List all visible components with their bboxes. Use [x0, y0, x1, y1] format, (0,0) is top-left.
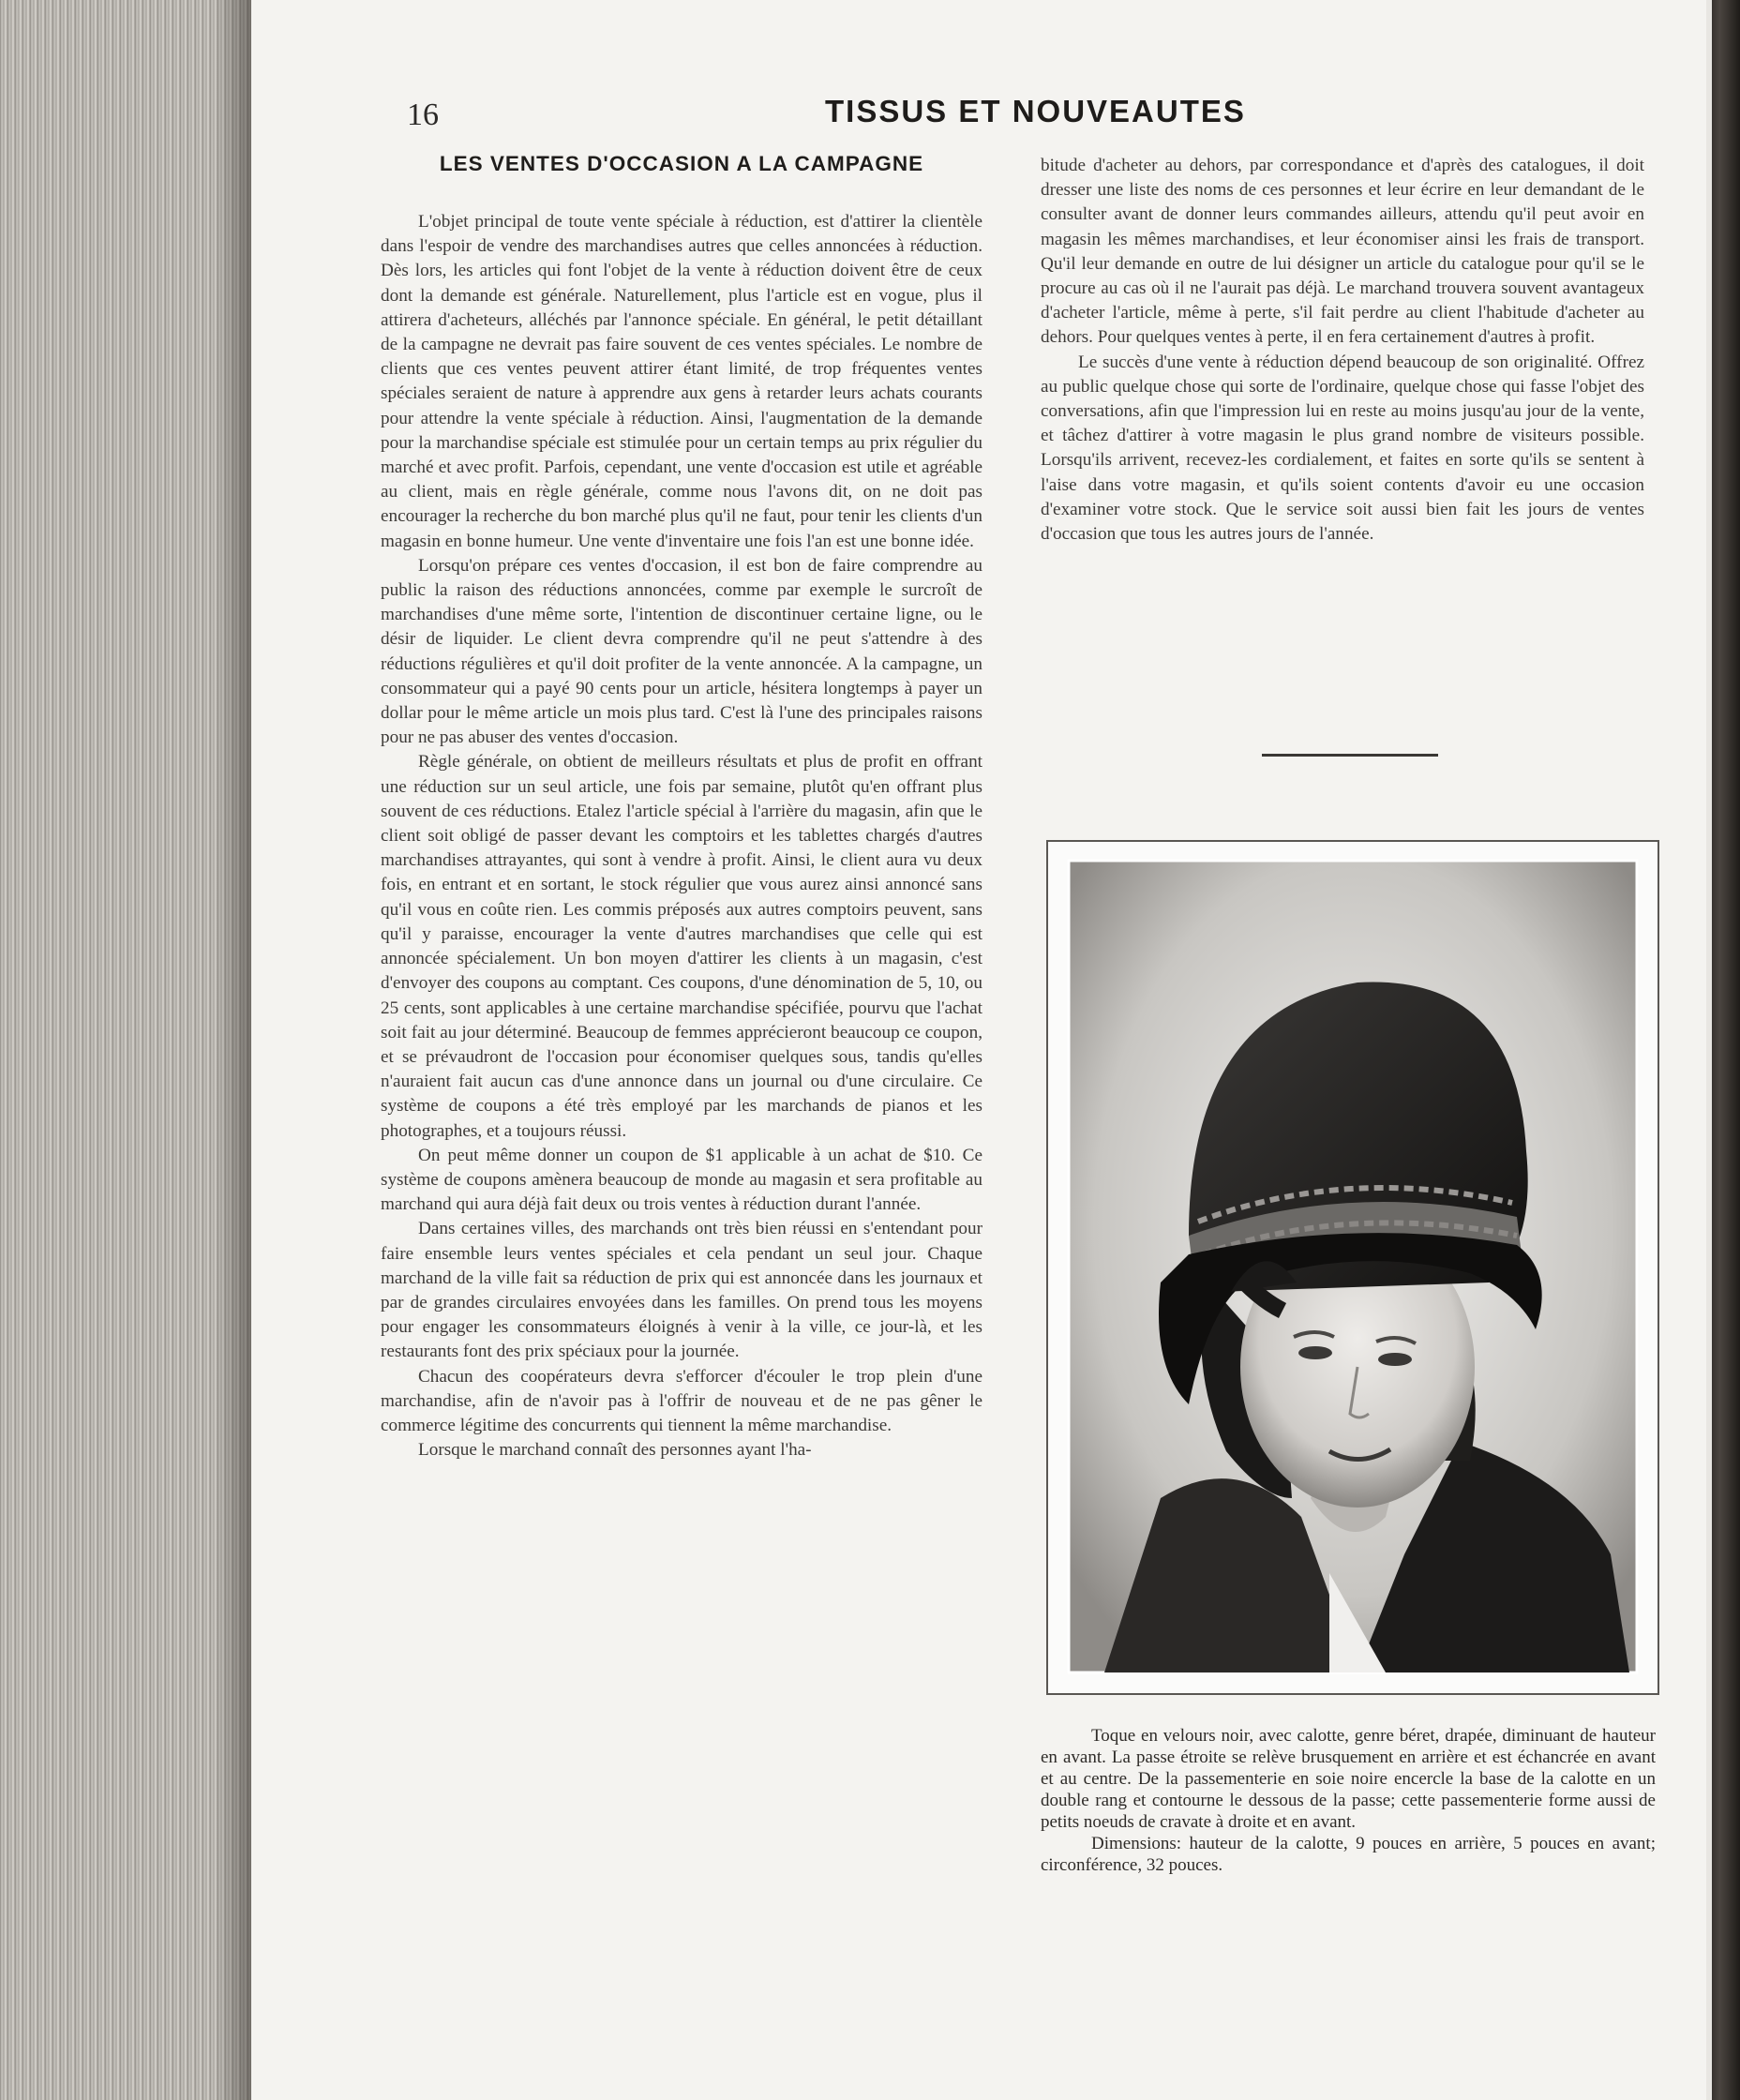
left-column: [381, 150, 982, 1462]
photo-caption: [1041, 1725, 1656, 1876]
book-page-edges: [0, 0, 251, 2100]
paragraph: L'objet principal de toute vente spéciale à réduction, est d'attirer la clientèle dans l'espoir de vendre des marchandises autres que celles annoncées à réduction. Dès lors, les articles qui font l'objet de la vente à réduction doivent être de ceux dont la demande est générale. Naturellement, plus l'article est en vogue, plus il attirera d'acheteurs, alléchés par l'annonce spéciale. En général, le petit détaillant de la campagne ne devrait pas faire souvent de ces ventes spéciales. Le nombre de clients que ces ventes peuvent attirer étant limité, de trop fréquentes ventes spéciales seraient de nature à apprendre aux gens à retarder leurs achats courants pour attendre la vente spéciale à réduction. Ainsi, l'augmentation de la demande pour la marchandise spéciale est stimulée pour un certain temps au prix régulier du marché et avec profit. Parfois, cependant, une vente d'occasion est utile et agréable au client, mais en règle générale, comme nous l'avons dit, on ne doit pas encourager la recherche du bon marché plus qu'il ne faut, pour tenir les clients d'un magasin en bonne humeur. Une vente d'inventaire une fois l'an est une bonne idée.: [381, 212, 982, 551]
paragraph: Lorsqu'on prépare ces ventes d'occasion, il est bon de faire comprendre au public la raison des réductions annoncées, comme par exemple le surcroît de marchandises d'une même sorte, l'intention de discontinuer certaine ligne, ou le désir de liquider. Le client devra comprendre qu'il ne peut s'attendre à des réductions régulières et qu'il doit profiter de la vente annoncée. A la campagne, un consommateur qui a payé 90 cents pour un article, hésitera longtemps à payer un dollar pour le même article un mois plus tard. C'est là l'une des principales raisons pour ne pas abuser des ventes d'occasion.: [381, 555, 982, 748]
paragraph: Dans certaines villes, des marchands ont très bien réussi en s'entendant pour faire ensemble leurs ventes spéciales et cela pendant un seul jour. Chaque marchand de la ville fait sa réduction de prix qui est annoncée dans les journaux et par de grandes circulaires envoyées dans les familles. On prend tous les moyens pour engager les consommateurs éloignés à venir à la ville, ce jour-là, et les restaurants font des prix spéciaux pour la journée.: [381, 1219, 982, 1362]
paragraph: Le succès d'une vente à réduction dépend beaucoup de son originalité. Offrez au public quelque chose qui sorte de l'ordinaire, quelque chose qui fasse l'objet des conversations, afin que l'impression lui en reste au moins jusqu'au jour de la vente, et tâchez d'attirer à votre magasin le plus grand nombre de visiteurs possible. Lorsqu'ils arrivent, recevez-les cordialement, et faites en sorte qu'ils se sentent à l'aise dans votre magasin, et qu'ils soient contents d'avoir eu une occasion d'examiner votre stock. Que le service soit aussi bien fait les jours de ventes d'occasion que tous les autres jours de l'année.: [1041, 352, 1644, 545]
paragraph-continuation: bitude d'acheter au dehors, par correspondance et d'après des catalogues, il doit dresser une liste des noms de ces personnes et leur écrire en leur demandant de le consulter avant de donner leurs commandes ailleurs, attendu qu'il peut avoir en magasin les mêmes marchandises, et leur économiser ainsi les frais de transport. Qu'il leur demande en outre de lui désigner un article du catalogue pour qu'il se le procure au cas où il ne l'aurait pas déjà. Le marchand trouvera souvent avantageux d'acheter l'article, même à perte, s'il fait perdre au client l'habitude d'acheter au dehors. Pour quelques ventes à perte, il en fera certainement d'autres à profit.: [1041, 156, 1644, 348]
portrait-woman-hat-photo-icon: [1048, 842, 1658, 1693]
article-title: LES VENTES D'OCCASION A LA CAMPAGNE: [439, 152, 924, 175]
caption-description: Toque en velours noir, avec calotte, genre béret, drapée, diminuant de hauteur en avant. La passe étroite se relève brusquement en arrière et est échancrée en avant et au centre. De la passementerie en soie noire encercle la base de la calotte en un double rang et contourne le dessous de la passe; cette passementerie forme aussi de petits noeuds de cravate à droite et en avant.: [1041, 1726, 1656, 1832]
portrait-photo: [1046, 840, 1659, 1695]
right-column: [1041, 154, 1644, 547]
book-right-edge: [1706, 0, 1740, 2100]
paragraph: Lorsque le marchand connaît des personnes ayant l'ha-: [418, 1440, 812, 1461]
section-divider: [1262, 754, 1438, 757]
caption-dimensions: Dimensions: hauteur de la calotte, 9 pouces en arrière, 5 pouces en avant; circonférence, 32 pouces.: [1041, 1834, 1656, 1875]
paragraph: Règle générale, on obtient de meilleurs résultats et plus de profit en offrant une réduction sur un seul article, une fois par semaine, plutôt qu'en offrant plus souvent de ces réductions. Etalez l'article spécial à l'arrière du magasin, afin que le client soit obligé de passer devant les comptoirs et les tablettes chargés d'autres marchandises attrayantes, qui sont à vendre à profit. Ainsi, le client aura vu deux fois, en entrant et en sortant, le stock régulier que vous aurez ainsi annoncé sans qu'il vous en coûte rien. Les commis préposés aux autres comptoirs peuvent, sans qu'il y paraisse, encourager la vente d'autres marchandises que celle qui est annoncée spécialement. Un bon moyen d'attirer les clients à un magasin, c'est d'envoyer des coupons au comptant. Ces coupons, d'une dénomination de 5, 10, ou 25 cents, sont applicables à une certaine marchandise spécifiée, pourvu que l'achat soit fait au jour déterminé. Beaucoup de femmes apprécieront beaucoup ce coupon, et se prévaudront de l'occasion pour économiser quelques sous, tandis qu'elles n'auraient fait aucun cas d'une annonce dans un journal ou d'une circulaire. Ce système de coupons a été très employé par les marchands de pianos et les photographes, et a toujours réussi.: [381, 752, 982, 1141]
paragraph: On peut même donner un coupon de $1 applicable à un achat de $10. Ce système de coupons amènera beaucoup de monde au magasin et sera profitable au marchand qui aura déjà fait deux ou trois ventes à réduction durant l'année.: [381, 1145, 982, 1215]
running-head: TISSUS ET NOUVEAUTES: [825, 94, 1246, 128]
magazine-page: [251, 0, 1706, 2100]
page-number: 16: [407, 98, 439, 132]
paragraph: Chacun des coopérateurs devra s'efforcer d'écouler le trop plein d'une marchandise, afin de n'avoir pas à l'offrir de nouveau et de ne pas gêner le commerce légitime des concurrents qui tiennent la même marchandise.: [381, 1366, 982, 1435]
